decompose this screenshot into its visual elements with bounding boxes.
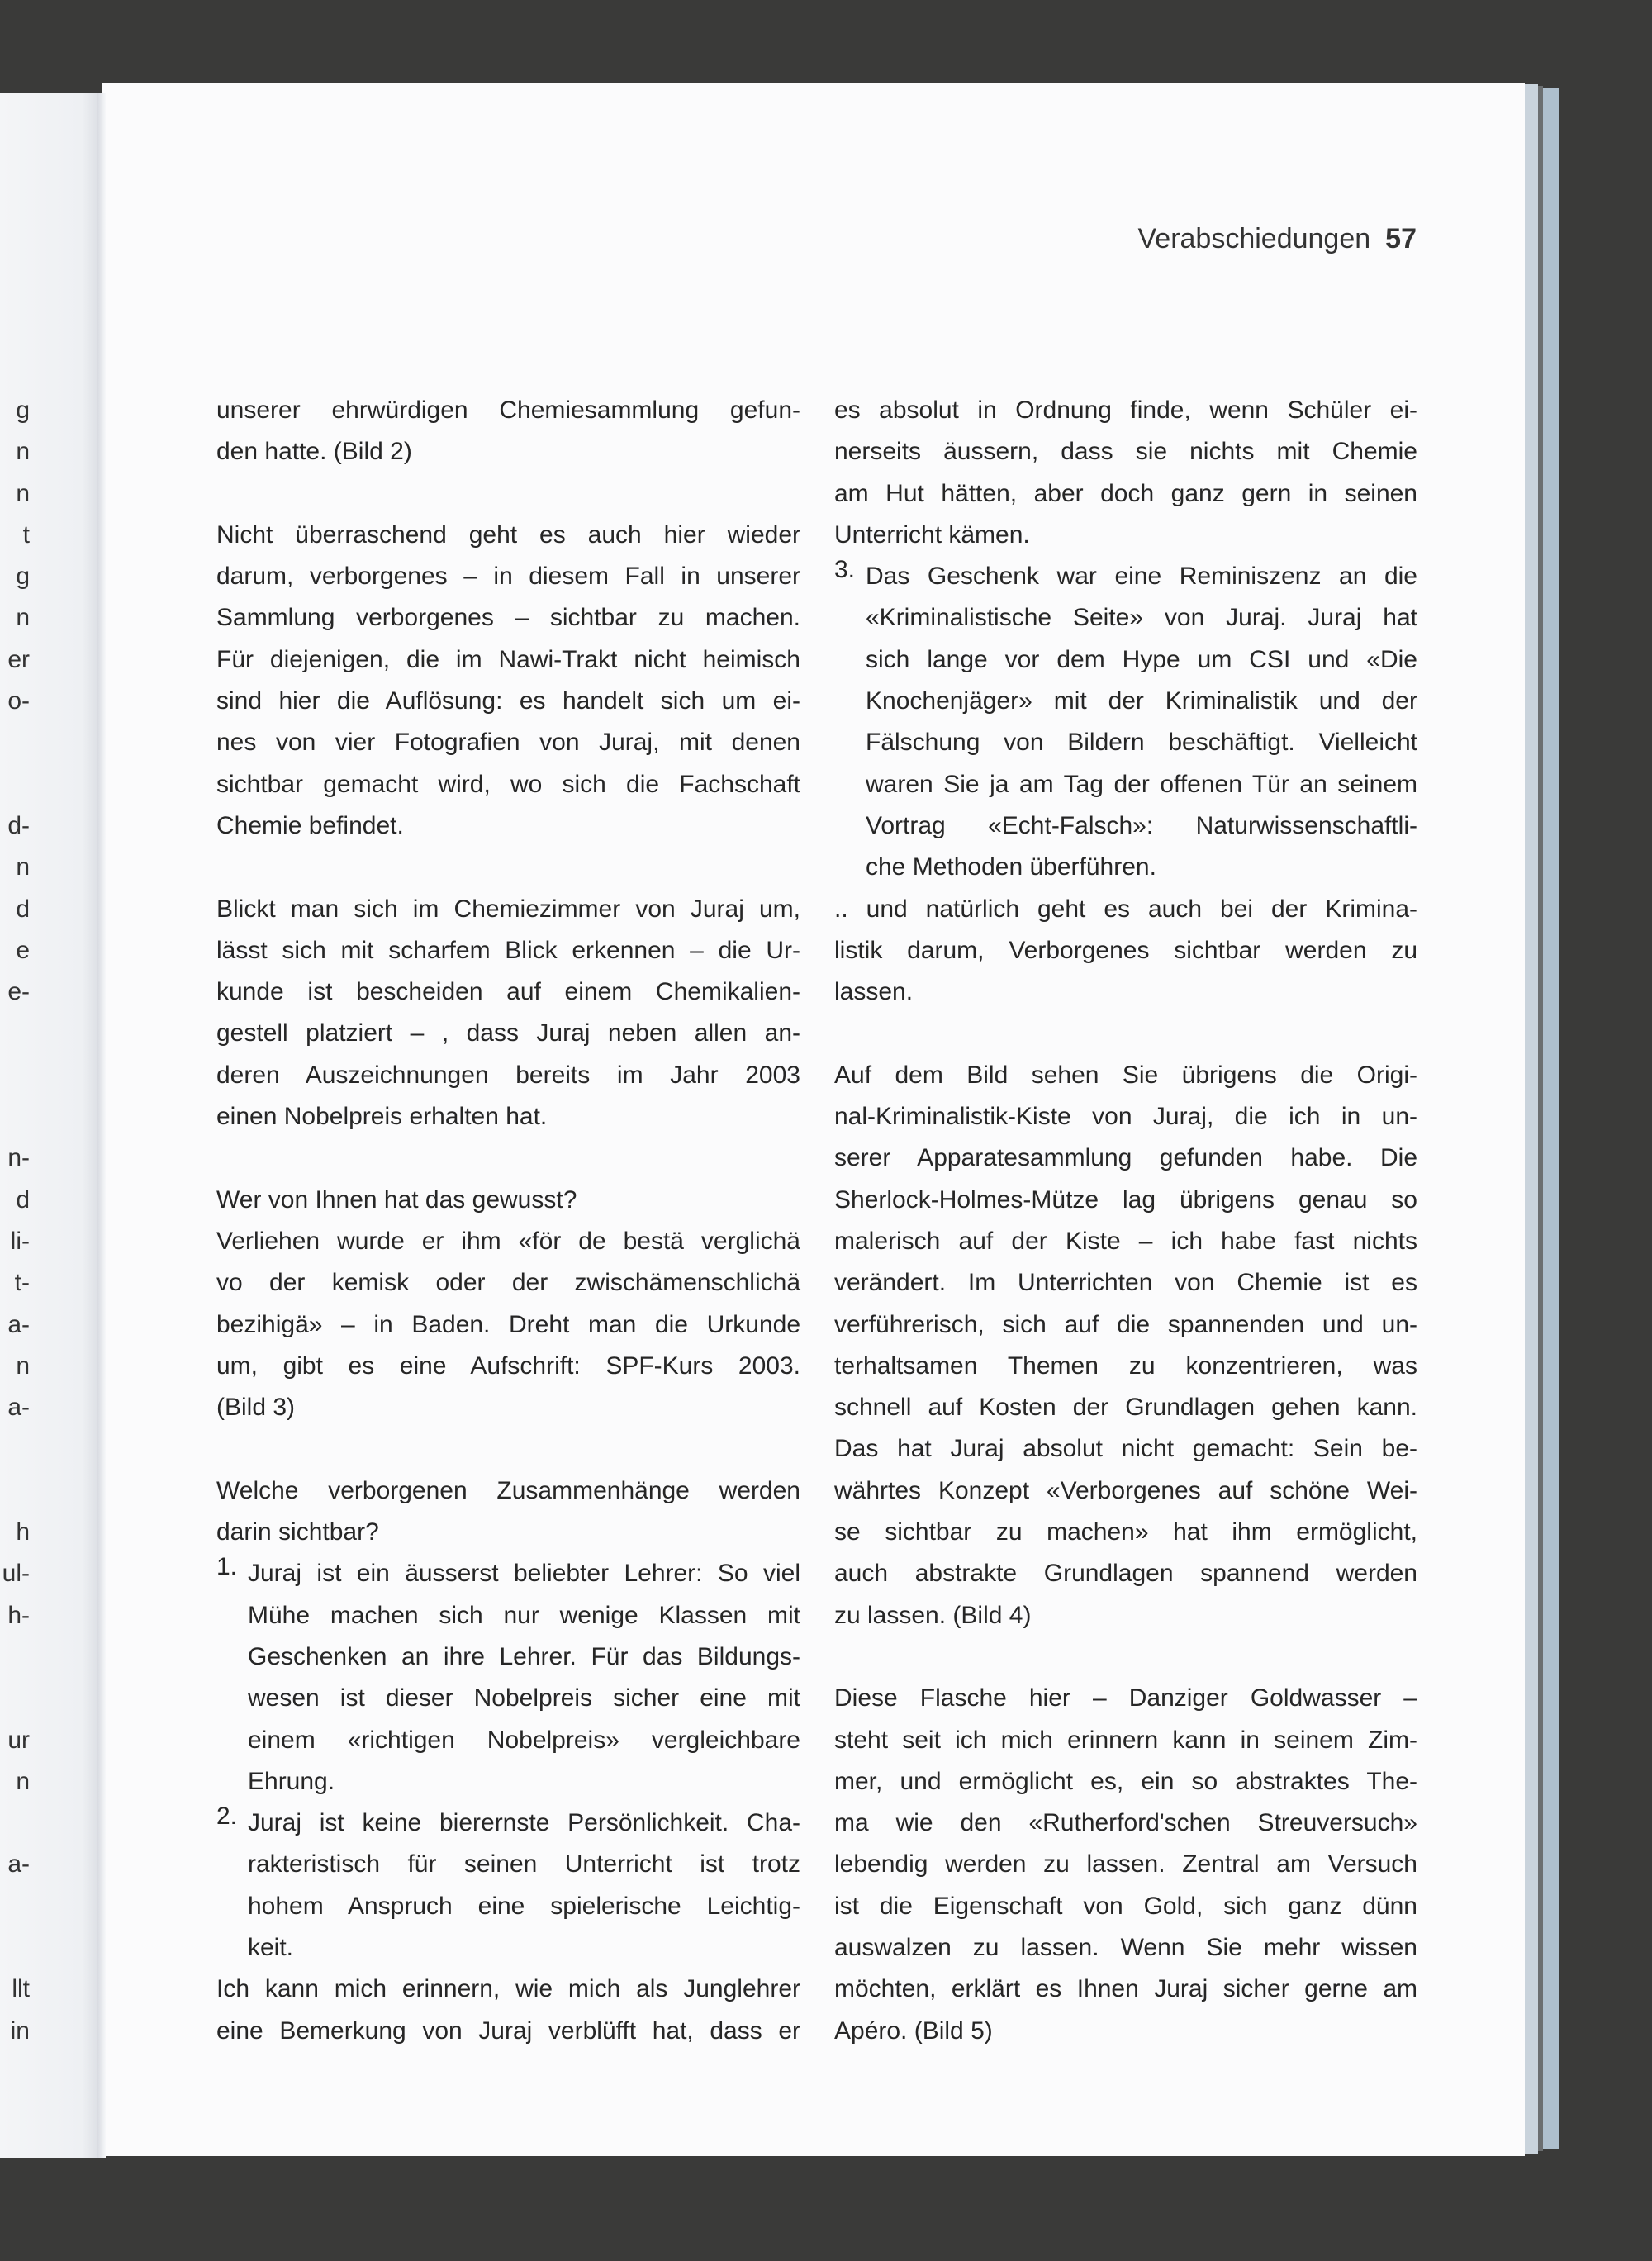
text-line: rakteristisch für seinen Unterricht ist trotz	[248, 1850, 800, 1879]
text-line: listik darum, Verborgenes sichtbar werden zu	[834, 936, 1417, 964]
text-line: «Kriminalistische Seite» von Juraj. Juraj hat	[866, 604, 1417, 632]
text-line: Ehrung.	[248, 1767, 335, 1795]
list-item	[216, 1553, 800, 1803]
paragraph-gap	[216, 847, 800, 888]
fragment-line: n-	[7, 1144, 30, 1172]
book-gutter	[97, 93, 106, 2158]
text-line: nes von vier Fotografien von Juraj, mit denen	[216, 729, 800, 757]
fragment-line	[0, 764, 30, 805]
fragment-line: llt	[12, 1975, 30, 2003]
text-line: möchten, erklärt es Ihnen Juraj sicher gerne am	[834, 1975, 1417, 2003]
paragraph	[216, 1180, 800, 1221]
text-column-right	[834, 390, 1417, 2052]
text-line: zu lassen. (Bild 4)	[834, 1601, 1032, 1629]
text-line: mer, und ermöglicht es, ein so abstraktes The-	[834, 1767, 1417, 1795]
text-column-left	[216, 390, 800, 2052]
text-line: verführerisch, sich auf die spannenden und un-	[834, 1310, 1417, 1338]
text-line: sich lange vor dem Hype um CSI und «Die	[866, 645, 1417, 673]
text-line: ma wie den «Rutherford'schen Streuversuch»	[834, 1809, 1417, 1837]
text-line: kunde ist bescheiden auf einem Chemikalien-	[216, 978, 800, 1006]
text-line: Geschenken an ihre Lehrer. Für das Bildungs-	[248, 1642, 800, 1670]
text-line: Fälschung von Bildern beschäftigt. Vielleicht	[866, 729, 1417, 757]
text-line: Juraj ist ein äusserst beliebter Lehrer: So viel	[248, 1560, 800, 1588]
fragment-line: ul-	[2, 1560, 30, 1588]
text-line: den hatte. (Bild 2)	[216, 438, 412, 466]
fragment-line: n	[16, 853, 30, 881]
text-line: Für diejenigen, die im Nawi-Trakt nicht heimisch	[216, 645, 800, 673]
fragment-line	[0, 1678, 30, 1719]
text-line: eine Bemerkung von Juraj verblüfft hat, dass er	[216, 2016, 800, 2045]
text-line: Das hat Juraj absolut nicht gemacht: Sein be-	[834, 1435, 1417, 1463]
text-line: steht seit ich mich erinnern kann in seinem Zim-	[834, 1726, 1417, 1754]
fragment-line	[0, 1428, 30, 1470]
text-line: einen Nobelpreis erhalten hat.	[216, 1103, 548, 1131]
fragment-line: d	[16, 1185, 30, 1214]
text-line: hohem Anspruch eine spielerische Leichtig-	[248, 1892, 800, 1920]
text-line: malerisch auf der Kiste – ich habe fast nichts	[834, 1227, 1417, 1255]
fragment-line	[0, 1636, 30, 1678]
text-line: um, gibt es eine Aufschrift: SPF-Kurs 2003.	[216, 1351, 800, 1380]
running-header	[1137, 223, 1417, 255]
text-line: waren Sie ja am Tag der offenen Tür an seinem	[866, 770, 1417, 798]
fragment-line	[0, 1803, 30, 1844]
paragraph	[216, 1470, 800, 1554]
text-line: nerseits äussern, dass sie nichts mit Chemie	[834, 438, 1417, 466]
text-line: Welche verborgenen Zusammenhänge werden	[216, 1476, 800, 1504]
fragment-line: a-	[7, 1310, 30, 1338]
list-number: 3.	[834, 556, 856, 584]
fragment-line	[0, 1055, 30, 1096]
fragment-line: li-	[10, 1227, 30, 1255]
fragment-line: n	[16, 479, 30, 507]
paragraph	[216, 390, 800, 473]
fragment-line: a-	[7, 1394, 30, 1422]
list-number: 1.	[216, 1553, 238, 1581]
text-line: lebendig werden zu lassen. Zentral am Versuch	[834, 1850, 1417, 1879]
text-line: sind hier die Auflösung: es handelt sich um ei-	[216, 687, 800, 715]
page-edges	[1525, 84, 1538, 2154]
text-line: es absolut in Ordnung finde, wenn Schüler ei-	[834, 397, 1417, 424]
text-line: Knochenjäger» mit der Kriminalistik und der	[866, 687, 1417, 715]
paragraph	[216, 1221, 800, 1428]
fragment-line: e	[16, 936, 30, 964]
fragment-line: g	[16, 563, 30, 591]
paragraph-gap	[216, 1138, 800, 1179]
text-line: am Hut hätten, aber doch ganz gern in seinen	[834, 479, 1417, 507]
text-line: vo der kemisk oder der zwischämenschlichä	[216, 1269, 800, 1297]
text-line: terhaltsamen Themen zu konzentrieren, was	[834, 1351, 1417, 1380]
fragment-line: h	[16, 1518, 30, 1546]
fragment-line: n	[16, 438, 30, 466]
text-line: verändert. Im Unterrichten von Chemie ist es	[834, 1269, 1417, 1297]
left-page-text-fragments	[0, 390, 30, 2052]
fragment-line: d-	[7, 811, 30, 839]
text-line: darum, verborgenes – in diesem Fall in unserer	[216, 563, 800, 591]
paragraph-gap	[216, 473, 800, 515]
text-line: Apéro. (Bild 5)	[834, 2016, 993, 2045]
text-line: serer Apparatesammlung gefunden habe. Die	[834, 1144, 1417, 1172]
text-line: che Methoden überführen.	[866, 853, 1156, 881]
text-line: Blickt man sich im Chemiezimmer von Juraj um,	[216, 895, 800, 923]
fragment-line	[0, 1886, 30, 1927]
list-item	[834, 556, 1417, 888]
fragment-line: n	[16, 604, 30, 632]
text-line: Sherlock-Holmes-Mütze lag übrigens genau so	[834, 1185, 1417, 1214]
list-number: 2.	[216, 1803, 238, 1831]
text-line: auch abstrakte Grundlagen spannend werden	[834, 1560, 1417, 1588]
text-line: Juraj ist keine bierernste Persönlichkeit. Cha-	[248, 1809, 800, 1837]
text-line: .. und natürlich geht es auch bei der Krimina-	[834, 895, 1417, 923]
paragraph-gap	[216, 1428, 800, 1470]
text-line: Das Geschenk war eine Reminiszenz an die	[866, 563, 1417, 591]
fragment-line: t-	[14, 1269, 30, 1297]
text-line: Chemie befindet.	[216, 811, 404, 839]
fragment-line: n	[16, 1767, 30, 1795]
chapter-title: Verabschiedungen	[1137, 223, 1371, 254]
fragment-line: d	[16, 895, 30, 923]
text-line: sichtbar gemacht wird, wo sich die Fachschaft	[216, 770, 800, 798]
fragment-line: in	[10, 2016, 30, 2045]
fragment-line	[0, 1096, 30, 1138]
text-line: darin sichtbar?	[216, 1518, 379, 1546]
text-line: lassen.	[834, 978, 914, 1006]
text-line: wesen ist dieser Nobelpreis sicher eine mit	[248, 1684, 800, 1712]
text-line: ist die Eigenschaft von Gold, sich ganz dünn	[834, 1892, 1417, 1920]
text-line: gestell platziert – , dass Juraj neben allen an-	[216, 1019, 800, 1047]
fragment-line	[0, 722, 30, 763]
fragment-line: t	[22, 520, 30, 549]
paragraph	[216, 515, 800, 847]
text-line: Diese Flasche hier – Danziger Goldwasser –	[834, 1684, 1417, 1712]
paragraph	[834, 390, 1417, 556]
text-line: deren Auszeichnungen bereits im Jahr 2003	[216, 1061, 800, 1089]
paragraph	[834, 1678, 1417, 2052]
fragment-line: e-	[7, 978, 30, 1006]
text-line: schnell auf Kosten der Grundlagen gehen kann.	[834, 1394, 1417, 1422]
text-line: Verliehen wurde er ihm «för de bestä verglichä	[216, 1227, 800, 1255]
fragment-line	[0, 1470, 30, 1512]
text-line: Unterricht kämen.	[834, 520, 1030, 549]
text-line: Mühe machen sich nur wenige Klassen mit	[248, 1601, 800, 1629]
fragment-line: ur	[7, 1726, 30, 1754]
fragment-line: a-	[7, 1850, 30, 1879]
fragment-line: n	[16, 1351, 30, 1380]
text-line: Nicht überraschend geht es auch hier wieder	[216, 520, 800, 549]
fragment-line: er	[7, 645, 30, 673]
page-edges-outer	[1543, 88, 1559, 2149]
text-line: keit.	[248, 1933, 294, 1961]
fragment-line: h-	[7, 1601, 30, 1629]
text-line: auswalzen zu lassen. Wenn Sie mehr wissen	[834, 1933, 1417, 1961]
fragment-line: g	[16, 397, 30, 424]
paragraph	[216, 889, 800, 1138]
text-line: Sammlung verborgenes – sichtbar zu machen.	[216, 604, 800, 632]
text-line: (Bild 3)	[216, 1394, 296, 1422]
fragment-line	[0, 1013, 30, 1054]
text-line: unserer ehrwürdigen Chemiesammlung gefun-	[216, 397, 800, 424]
paragraph-gap	[834, 1013, 1417, 1054]
page-number: 57	[1385, 223, 1417, 254]
paragraph	[834, 889, 1417, 1014]
text-line: bezihigä» – in Baden. Dreht man die Urkunde	[216, 1310, 800, 1338]
text-line: Ich kann mich erinnern, wie mich als Junglehrer	[216, 1975, 800, 2003]
text-line: Auf dem Bild sehen Sie übrigens die Origi-	[834, 1061, 1417, 1089]
paragraph	[216, 1969, 800, 2052]
list-item	[216, 1803, 800, 1969]
paragraph	[834, 1055, 1417, 1636]
text-line: se sichtbar zu machen» hat ihm ermöglicht,	[834, 1518, 1417, 1546]
paragraph-gap	[834, 1636, 1417, 1678]
text-line: währtes Konzept «Verborgenes auf schöne Wei-	[834, 1476, 1417, 1504]
fragment-line: o-	[7, 687, 30, 715]
text-line: lässt sich mit scharfem Blick erkennen – die Ur-	[216, 936, 800, 964]
text-line: Vortrag «Echt-Falsch»: Naturwissenschaftli-	[866, 811, 1417, 839]
text-line: einem «richtigen Nobelpreis» vergleichbare	[248, 1726, 800, 1754]
fragment-line	[0, 1927, 30, 1969]
text-line: Wer von Ihnen hat das gewusst?	[216, 1185, 577, 1214]
text-line: nal-Kriminalistik-Kiste von Juraj, die ich in un-	[834, 1103, 1417, 1131]
